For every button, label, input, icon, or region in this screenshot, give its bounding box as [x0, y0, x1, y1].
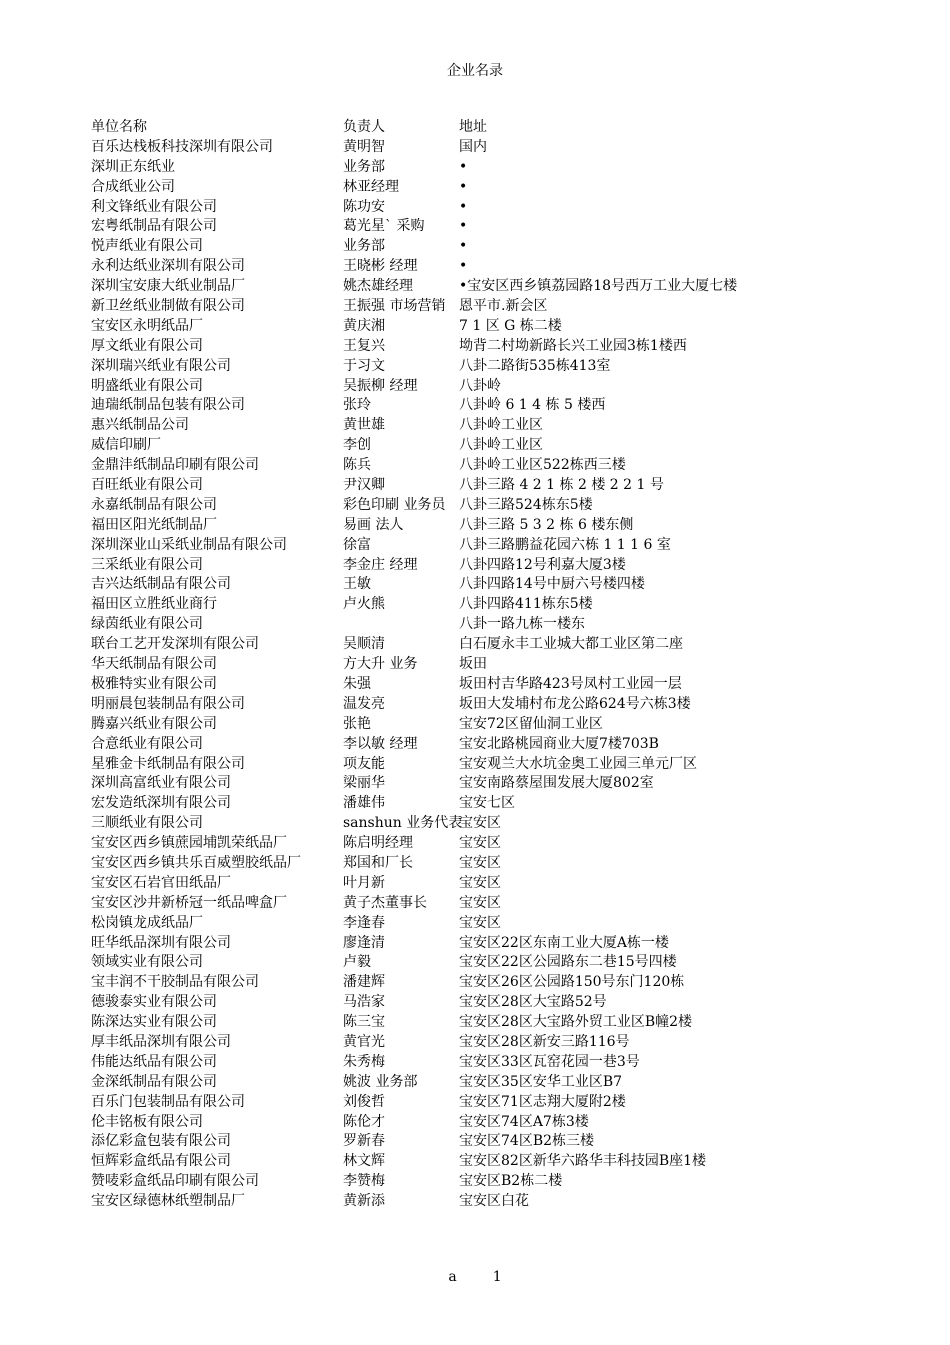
address-cell: 宝安观兰大水坑金奥工业园三单元厂区: [459, 755, 697, 772]
company-name-cell: 领域实业有限公司: [91, 954, 203, 971]
table-row: [91, 137, 811, 157]
address-cell: 宝安区71区志翔大厦附2楼: [459, 1093, 626, 1110]
address-cell: 宝安南路蔡屋围发展大厦802室: [459, 775, 654, 792]
company-name-cell: 极雅特实业有限公司: [91, 675, 217, 692]
contact-person-cell: 王晓彬 经理: [343, 258, 418, 275]
address-cell: 宝安区: [459, 914, 501, 931]
table-row: [91, 316, 811, 336]
company-name-cell: 悦声纸业有限公司: [91, 238, 203, 255]
contact-person-cell: 廖逢清: [343, 934, 385, 951]
contact-person-cell: 郑国和厂长: [343, 854, 413, 871]
table-row: [91, 674, 811, 694]
contact-person-cell: 吴顺清: [343, 636, 385, 653]
address-cell: 宝安区28区新安三路116号: [459, 1033, 630, 1050]
table-row: [91, 336, 811, 356]
table-row: [91, 236, 811, 256]
company-name-cell: 厚文纸业有限公司: [91, 337, 203, 354]
address-cell: 八卦三路 4 2 1 栋 2 楼 2 2 1 号: [459, 477, 664, 494]
contact-person-cell: 尹汉卿: [343, 477, 385, 494]
contact-person-cell: sanshun 业务代表: [343, 815, 463, 832]
company-name-cell: 联台工艺开发深圳有限公司: [91, 636, 259, 653]
company-name-cell: 深圳宝安康大纸业制品厂: [91, 278, 245, 295]
header-contact-person: 负责人: [343, 119, 385, 135]
table-row: [91, 177, 811, 197]
address-cell: 宝安区: [459, 854, 501, 871]
table-row: [91, 296, 811, 316]
contact-person-cell: 于习文: [343, 357, 385, 374]
company-name-cell: 吉兴达纸制品有限公司: [91, 576, 231, 593]
company-name-cell: 利文锋纸业有限公司: [91, 198, 217, 215]
contact-person-cell: 彩色印刷 业务员: [343, 496, 446, 513]
company-name-cell: 明盛纸业有限公司: [91, 377, 203, 394]
address-cell: •: [459, 218, 468, 235]
company-name-cell: 宝丰润不干胶制品有限公司: [91, 974, 259, 991]
company-name-cell: 松岗镇龙成纸品厂: [91, 914, 203, 931]
contact-person-cell: 朱强: [343, 675, 371, 692]
company-name-cell: 宝安区永明纸品厂: [91, 317, 203, 334]
contact-person-cell: 姚杰雄经理: [343, 278, 413, 295]
address-cell: 宝安区82区新华六路华丰科技园B座1楼: [459, 1153, 707, 1170]
header-company-name: 单位名称: [91, 119, 147, 135]
contact-person-cell: 潘建辉: [343, 974, 385, 991]
contact-person-cell: 卢毅: [343, 954, 371, 971]
table-row: [91, 992, 811, 1012]
company-name-cell: 华天纸制品有限公司: [91, 656, 217, 673]
contact-person-cell: 陈三宝: [343, 1014, 385, 1031]
contact-person-cell: 刘俊哲: [343, 1093, 385, 1110]
company-name-cell: 深圳高富纸业有限公司: [91, 775, 231, 792]
company-name-cell: 绿茵纸业有限公司: [91, 616, 203, 633]
table-header-row: [91, 117, 811, 137]
table-row: [91, 634, 811, 654]
contact-person-cell: 姚波 业务部: [343, 1073, 418, 1090]
company-name-cell: 金深纸制品有限公司: [91, 1073, 217, 1090]
company-name-cell: 威信印刷厂: [91, 437, 161, 454]
table-row: [91, 754, 811, 774]
table-row: [91, 197, 811, 217]
table-row: [91, 734, 811, 754]
contact-person-cell: 黄子杰董事长: [343, 894, 427, 911]
address-cell: 宝安七区: [459, 795, 515, 812]
company-name-cell: 宝安区石岩官田纸品厂: [91, 874, 231, 891]
address-cell: 八卦岭工业区: [459, 437, 543, 454]
contact-person-cell: 罗新春: [343, 1133, 385, 1150]
table-row: [91, 555, 811, 575]
address-cell: 宝安区26区公园路150号东门120栋: [459, 974, 685, 991]
company-name-cell: 永嘉纸制品有限公司: [91, 496, 217, 513]
company-name-cell: 星雅金卡纸制品有限公司: [91, 755, 245, 772]
address-cell: 宝安区: [459, 874, 501, 891]
table-row: [91, 773, 811, 793]
table-row: [91, 694, 811, 714]
company-name-cell: 迪瑞纸制品包装有限公司: [91, 397, 245, 414]
contact-person-cell: 陈兵: [343, 457, 371, 474]
contact-person-cell: 梁丽华: [343, 775, 385, 792]
table-row: [91, 714, 811, 734]
table-row: [91, 475, 811, 495]
table-row: [91, 952, 811, 972]
address-cell: 宝安区74区B2栋三楼: [459, 1133, 595, 1150]
table-row: [91, 614, 811, 634]
contact-person-cell: 陈功安: [343, 198, 385, 215]
contact-person-cell: 卢火熊: [343, 596, 385, 613]
contact-person-cell: 林亚经理: [343, 178, 399, 195]
address-cell: 八卦岭工业区522栋西三楼: [459, 457, 626, 474]
table-row: [91, 594, 811, 614]
company-name-cell: 腾嘉兴纸业有限公司: [91, 715, 217, 732]
company-name-cell: 永利达纸业深圳有限公司: [91, 258, 245, 275]
contact-person-cell: 黄新添: [343, 1193, 385, 1210]
table-row: [91, 435, 811, 455]
table-row: [91, 157, 811, 177]
table-row: [91, 1092, 811, 1112]
address-cell: 恩平市.新会区: [459, 298, 548, 315]
contact-person-cell: 林文辉: [343, 1153, 385, 1170]
contact-person-cell: 陈伦才: [343, 1113, 385, 1130]
address-cell: •: [459, 198, 468, 215]
contact-person-cell: 葛光星` 采购: [343, 218, 425, 235]
address-cell: 八卦岭工业区: [459, 417, 543, 434]
contact-person-cell: 吴振柳 经理: [343, 377, 418, 394]
company-name-cell: 百乐达栈板科技深圳有限公司: [91, 138, 273, 155]
address-cell: 八卦二路街535栋413室: [459, 357, 611, 374]
address-cell: 宝安区B2栋二楼: [459, 1173, 563, 1190]
address-cell: 八卦四路411栋东5楼: [459, 596, 593, 613]
company-name-cell: 深圳瑞兴纸业有限公司: [91, 357, 231, 374]
contact-person-cell: 马浩家: [343, 994, 385, 1011]
contact-person-cell: 李逢春: [343, 914, 385, 931]
table-row: [91, 833, 811, 853]
table-row: [91, 873, 811, 893]
contact-person-cell: 方大升 业务: [343, 656, 418, 673]
company-name-cell: 三采纸业有限公司: [91, 556, 203, 573]
company-name-cell: 福田区阳光纸制品厂: [91, 516, 217, 533]
contact-person-cell: 王敏: [343, 576, 371, 593]
table-row: [91, 813, 811, 833]
contact-person-cell: 项友能: [343, 755, 385, 772]
address-cell: 宝安区28区大宝路外贸工业区B幢2楼: [459, 1014, 693, 1031]
table-row: [91, 853, 811, 873]
contact-person-cell: 业务部: [343, 158, 385, 175]
contact-person-cell: 易画 法人: [343, 516, 404, 533]
company-name-cell: 合意纸业有限公司: [91, 735, 203, 752]
company-name-cell: 旺华纸品深圳有限公司: [91, 934, 231, 951]
table-row: [91, 256, 811, 276]
page-footer: [0, 1267, 950, 1287]
contact-person-cell: 黄庆湘: [343, 317, 385, 334]
contact-person-cell: 张玲: [343, 397, 371, 414]
address-cell: 坂田村吉华路423号凤村工业园一层: [459, 675, 682, 692]
table-row: [91, 793, 811, 813]
table-row: [91, 535, 811, 555]
contact-person-cell: 李金庄 经理: [343, 556, 418, 573]
company-name-cell: 伦丰铭板有限公司: [91, 1113, 203, 1130]
address-cell: 宝安北路桃园商业大厦7楼703B: [459, 735, 659, 752]
address-cell: 宝安区28区大宝路52号: [459, 994, 607, 1011]
address-cell: 八卦岭 6 1 4 栋 5 楼西: [459, 397, 606, 414]
contact-person-cell: 业务部: [343, 238, 385, 255]
address-cell: 国内: [459, 138, 487, 155]
address-cell: •: [459, 238, 468, 255]
company-name-cell: 百乐门包装制品有限公司: [91, 1093, 245, 1110]
table-row: [91, 376, 811, 396]
company-name-cell: 宝安区绿德林纸塑制品厂: [91, 1193, 245, 1210]
company-name-cell: 宏粤纸制品有限公司: [91, 218, 217, 235]
company-name-cell: 宏发造纸深圳有限公司: [91, 795, 231, 812]
contact-person-cell: 黄世雄: [343, 417, 385, 434]
table-row: [91, 356, 811, 376]
table-row: [91, 1032, 811, 1052]
company-name-cell: 惠兴纸制品公司: [91, 417, 189, 434]
address-cell: •: [459, 178, 468, 195]
address-cell: 宝安72区留仙洞工业区: [459, 715, 603, 732]
company-name-cell: 深圳深业山采纸业制品有限公司: [91, 536, 287, 553]
company-name-cell: 伟能达纸品有限公司: [91, 1053, 217, 1070]
address-cell: 宝安区: [459, 815, 501, 832]
contact-person-cell: 陈启明经理: [343, 835, 413, 852]
contact-person-cell: 潘雄伟: [343, 795, 385, 812]
table-row: [91, 1012, 811, 1032]
table-row: [91, 1072, 811, 1092]
header-address: 地址: [459, 119, 487, 135]
table-row: [91, 455, 811, 475]
company-name-cell: 赞唛彩盒纸品印刷有限公司: [91, 1173, 259, 1190]
contact-person-cell: 徐富: [343, 536, 371, 553]
company-name-cell: 合成纸业公司: [91, 178, 175, 195]
company-name-cell: 新卫丝纸业制做有限公司: [91, 298, 245, 315]
address-cell: •: [459, 158, 468, 175]
address-cell: 坳背二村坳新路长兴工业园3栋1楼西: [459, 337, 687, 354]
address-cell: 八卦三路 5 3 2 栋 6 楼东侧: [459, 516, 634, 533]
table-row: [91, 415, 811, 435]
company-name-cell: 福田区立胜纸业商行: [91, 596, 217, 613]
contact-person-cell: 王振强 市场营销: [343, 298, 446, 315]
table-row: [91, 893, 811, 913]
address-cell: 宝安区22区公园路东二巷15号四楼: [459, 954, 677, 971]
company-name-cell: 宝安区西乡镇蔗园埔凯荣纸品厂: [91, 835, 287, 852]
company-name-cell: 明丽晨包装制品有限公司: [91, 695, 245, 712]
company-name-cell: 陈深达实业有限公司: [91, 1014, 217, 1031]
company-name-cell: 厚丰纸品深圳有限公司: [91, 1033, 231, 1050]
contact-person-cell: 李赞梅: [343, 1173, 385, 1190]
footer-left-text: a: [448, 1269, 457, 1285]
table-row: [91, 913, 811, 933]
table-row: [91, 495, 811, 515]
address-cell: 7 1 区 G 栋二楼: [459, 317, 562, 334]
contact-person-cell: 黄官光: [343, 1033, 385, 1050]
address-cell: 坂田: [459, 656, 487, 673]
contact-person-cell: 朱秀梅: [343, 1053, 385, 1070]
address-cell: 白石厦永丰工业城大都工业区第二座: [459, 636, 683, 653]
address-cell: •宝安区西乡镇荔园路18号西万工业大厦七楼: [459, 278, 738, 295]
table-row: [91, 654, 811, 674]
address-cell: 八卦四路12号利嘉大厦3楼: [459, 556, 626, 573]
table-row: [91, 1191, 811, 1211]
address-cell: 宝安区白花: [459, 1193, 529, 1210]
page-number: 1: [492, 1269, 502, 1285]
contact-person-cell: 张艳: [343, 715, 371, 732]
company-name-cell: 宝安区沙井新桥冠一纸品啤盒厂: [91, 894, 287, 911]
company-name-cell: 德骏泰实业有限公司: [91, 994, 217, 1011]
table-body: [91, 137, 811, 1211]
company-name-cell: 百旺纸业有限公司: [91, 477, 203, 494]
address-cell: •: [459, 258, 468, 275]
table-row: [91, 972, 811, 992]
address-cell: 八卦四路14号中厨六号楼四楼: [459, 576, 645, 593]
table-row: [91, 574, 811, 594]
company-name-cell: 金鼎沣纸制品印刷有限公司: [91, 457, 259, 474]
table-row: [91, 933, 811, 953]
address-cell: 宝安区22区东南工业大厦A栋一楼: [459, 934, 669, 951]
address-cell: 宝安区35区安华工业区B7: [459, 1073, 623, 1090]
address-cell: 八卦三路524栋东5楼: [459, 496, 593, 513]
contact-person-cell: 王复兴: [343, 337, 385, 354]
company-name-cell: 深圳正东纸业: [91, 158, 175, 175]
address-cell: 宝安区: [459, 835, 501, 852]
company-name-cell: 宝安区西乡镇共乐百威塑胶纸品厂: [91, 854, 301, 871]
table-row: [91, 216, 811, 236]
table-row: [91, 1052, 811, 1072]
address-cell: 八卦一路九栋一楼东: [459, 616, 585, 633]
address-cell: 宝安区: [459, 894, 501, 911]
contact-person-cell: 温发亮: [343, 695, 385, 712]
address-cell: 坂田大发埔村布龙公路624号六栋3楼: [459, 695, 691, 712]
address-cell: 八卦岭: [459, 377, 501, 394]
table-row: [91, 1151, 811, 1171]
table-row: [91, 1131, 811, 1151]
address-cell: 宝安区74区A7栋3楼: [459, 1113, 589, 1130]
table-row: [91, 276, 811, 296]
address-cell: 八卦三路鹏益花园六栋 1 1 1 6 室: [459, 536, 671, 553]
company-name-cell: 三顺纸业有限公司: [91, 815, 203, 832]
address-cell: 宝安区33区瓦窑花园一巷3号: [459, 1053, 640, 1070]
contact-person-cell: 黄明智: [343, 138, 385, 155]
table-row: [91, 1171, 811, 1191]
contact-person-cell: 李以敏 经理: [343, 735, 418, 752]
company-name-cell: 恒辉彩盒纸品有限公司: [91, 1153, 231, 1170]
company-directory-table: [91, 117, 811, 1211]
company-name-cell: 添亿彩盒包装有限公司: [91, 1133, 231, 1150]
document-title: 企业名录: [447, 63, 503, 79]
contact-person-cell: 李创: [343, 437, 371, 454]
table-row: [91, 395, 811, 415]
contact-person-cell: 叶月新: [343, 874, 385, 891]
table-row: [91, 1112, 811, 1132]
table-row: [91, 515, 811, 535]
